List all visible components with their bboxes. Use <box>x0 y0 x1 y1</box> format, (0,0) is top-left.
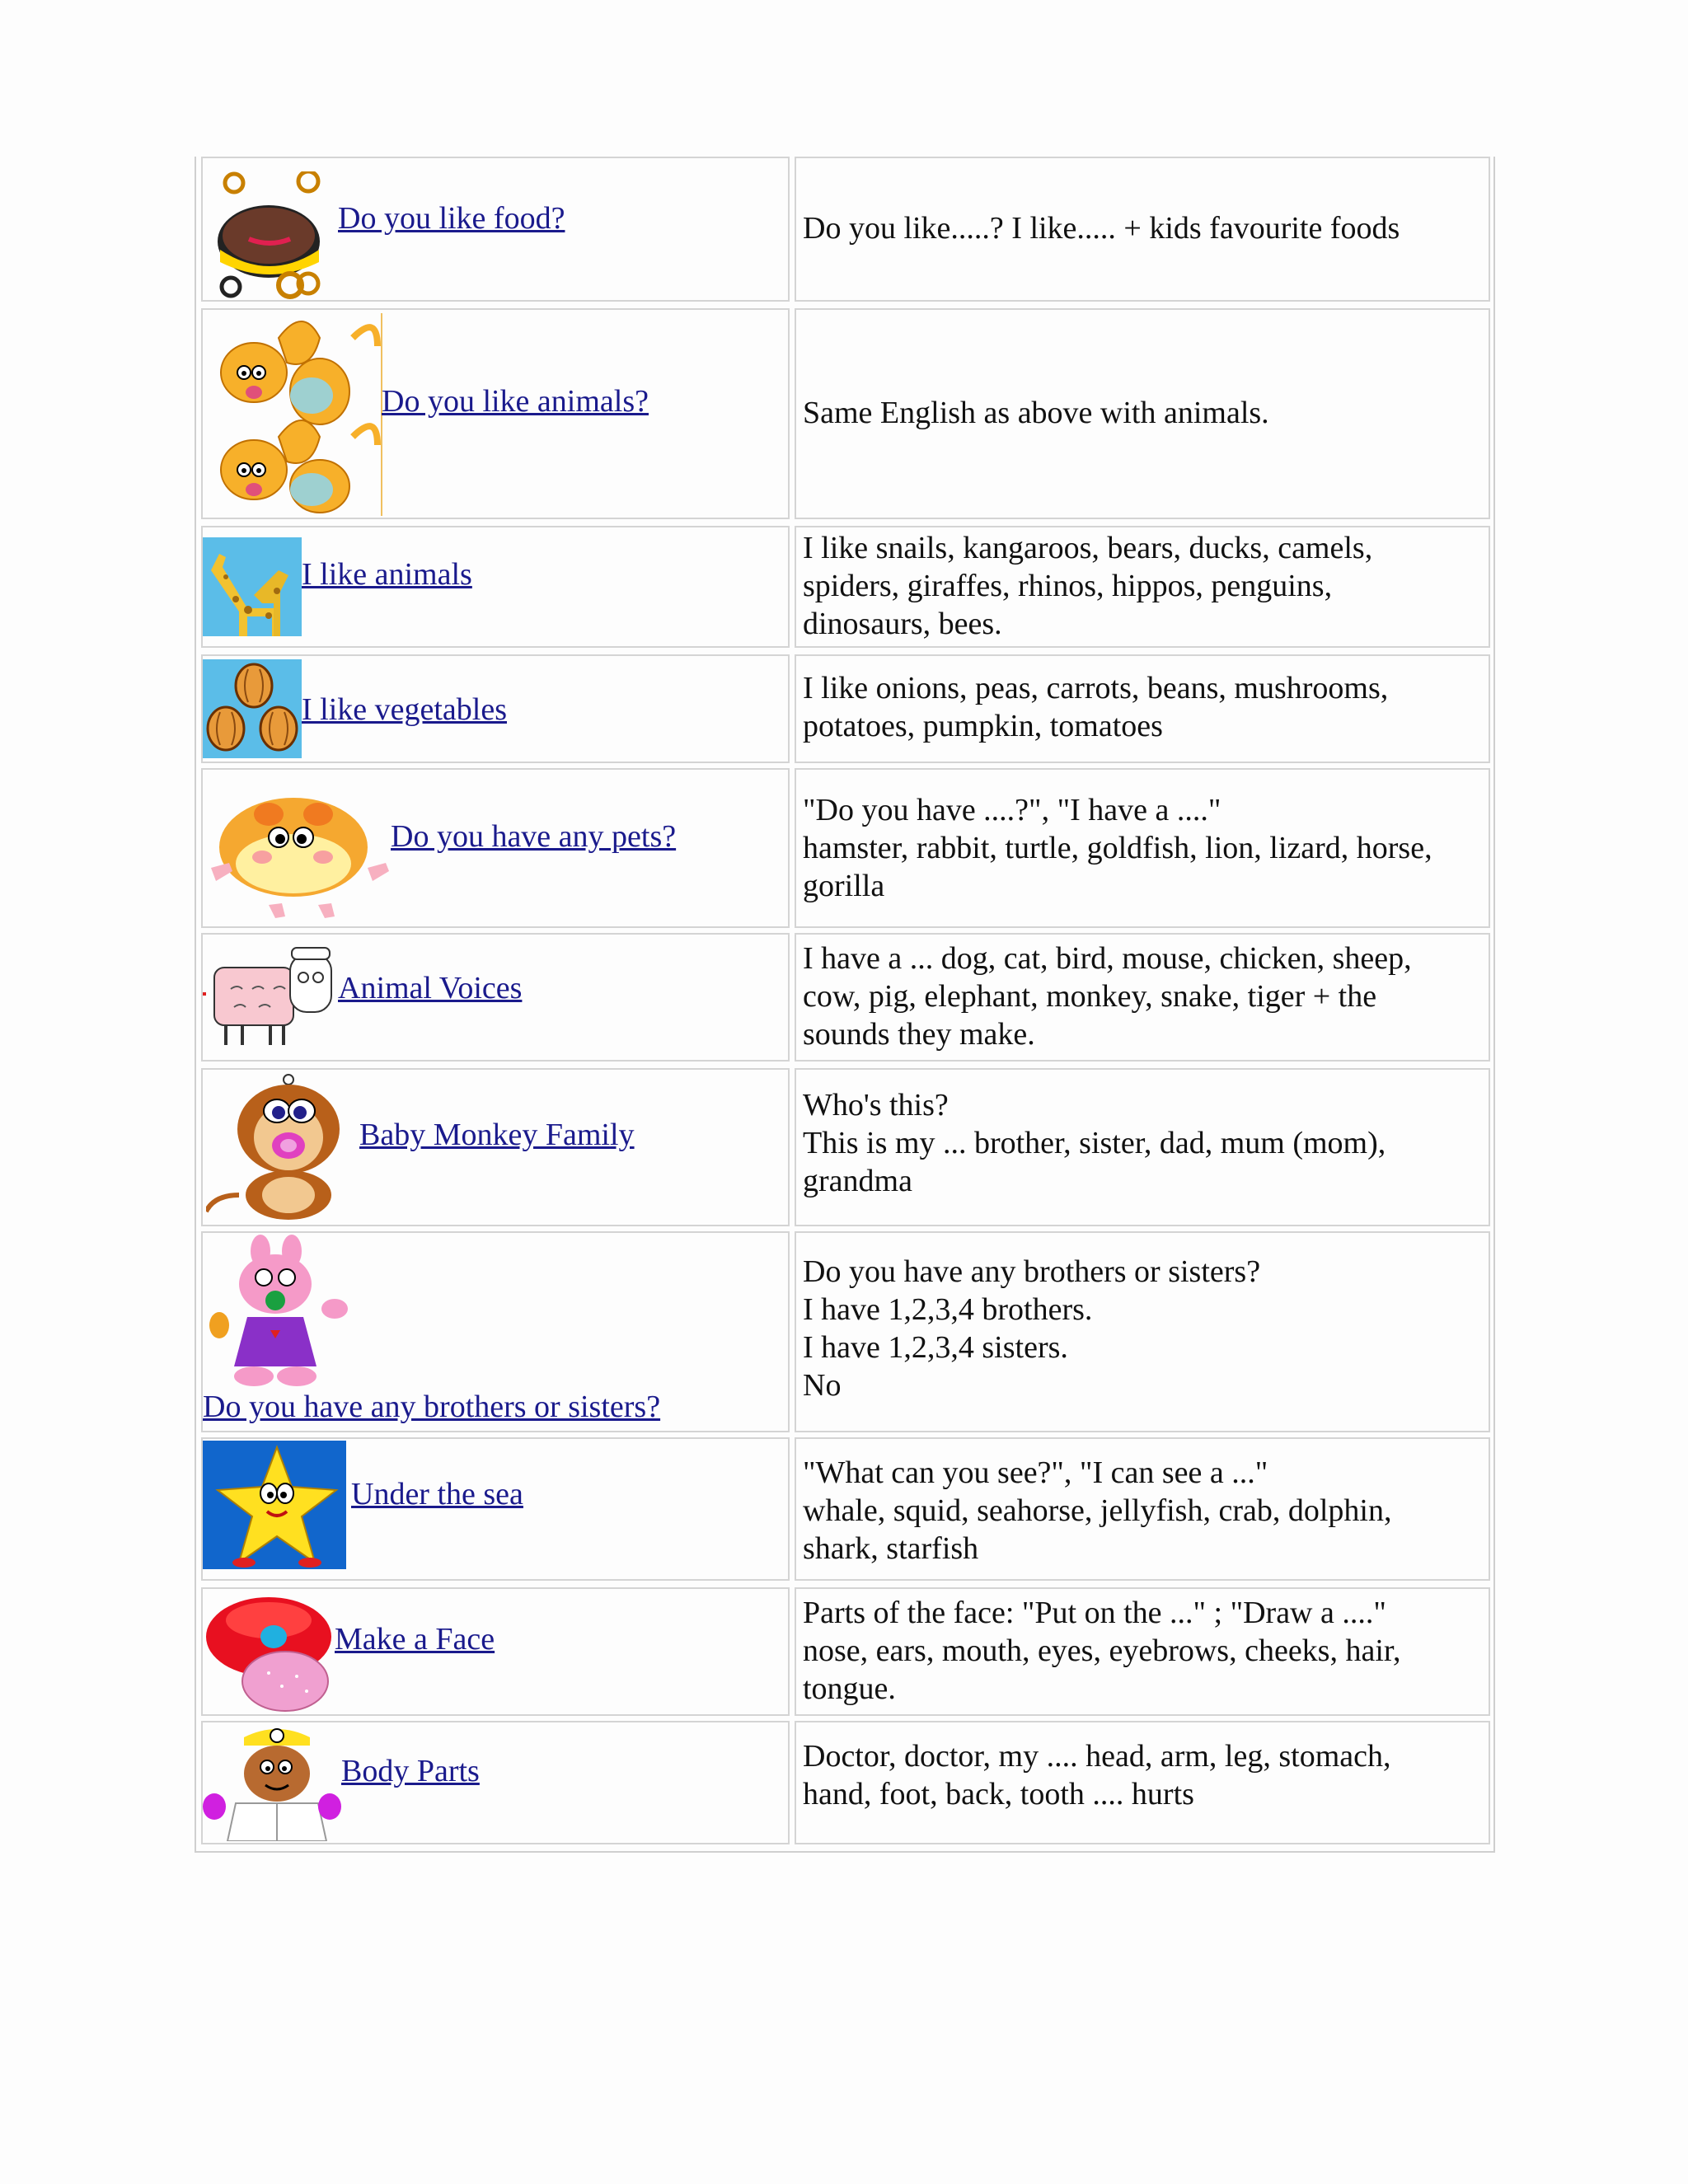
lesson-description <box>795 209 1490 247</box>
description-line: gorilla <box>803 869 885 903</box>
doctor-icon <box>203 1724 341 1841</box>
lesson-link[interactable]: Do you like animals? <box>382 384 649 419</box>
table-row <box>201 933 1490 1062</box>
description-line: sounds they make. <box>803 1017 1035 1052</box>
lesson-link[interactable]: Do you have any brothers or sisters? <box>203 1390 661 1424</box>
lesson-description <box>795 1737 1490 1813</box>
description-line: potatoes, pumpkin, tomatoes <box>803 709 1163 743</box>
starfish-icon <box>203 1441 346 1569</box>
lesson-description <box>795 669 1490 745</box>
giraffe-icon <box>203 537 302 636</box>
table-row <box>201 526 1490 648</box>
description-line: dinosaurs, bees. <box>803 607 1002 641</box>
lesson-description <box>795 791 1490 905</box>
description-line: I have a ... dog, cat, bird, mouse, chicken, sheep, <box>803 941 1412 976</box>
lesson-link[interactable]: Do you like food? <box>338 201 565 236</box>
hamster-icon <box>203 781 392 921</box>
description-line: Parts of the face: "Put on the ..." ; "Draw a ...." <box>803 1596 1386 1630</box>
description-line: I like snails, kangaroos, bears, ducks, camels, <box>803 531 1373 565</box>
lesson-link[interactable]: Under the sea <box>351 1477 523 1511</box>
description-line: hand, foot, back, tooth .... hurts <box>803 1777 1194 1811</box>
description-line: Doctor, doctor, my .... head, arm, leg, stomach, <box>803 1739 1391 1774</box>
description-line: I have 1,2,3,4 brothers. <box>803 1292 1093 1327</box>
lesson-link[interactable]: Do you have any pets? <box>391 819 677 854</box>
lesson-description <box>795 394 1490 432</box>
description-line: This is my ... brother, sister, dad, mum (mom), <box>803 1126 1386 1160</box>
onions-icon <box>203 659 302 758</box>
lesson-link[interactable]: Make a Face <box>335 1622 495 1657</box>
lesson-link[interactable]: Body Parts <box>341 1754 480 1788</box>
lesson-link[interactable]: Animal Voices <box>338 971 523 1005</box>
monkey-icon <box>206 1071 354 1225</box>
description-line: hamster, rabbit, turtle, goldfish, lion, lizard, horse, <box>803 831 1432 865</box>
description-line: shark, starfish <box>803 1531 979 1566</box>
lesson-link[interactable]: I like animals <box>302 557 472 592</box>
description-line: grandma <box>803 1164 912 1198</box>
table-row <box>201 654 1490 763</box>
description-line: Do you like.....? I like..... + kids favourite foods <box>803 211 1400 246</box>
description-line: "Do you have ....?", "I have a ...." <box>803 793 1221 827</box>
description-line: cow, pig, elephant, monkey, snake, tiger + the <box>803 979 1377 1014</box>
bunnies-icon <box>204 313 384 516</box>
table-row <box>201 1587 1490 1716</box>
table-row <box>201 1437 1490 1581</box>
lesson-description <box>795 1594 1490 1708</box>
lesson-link[interactable]: I like vegetables <box>302 692 508 727</box>
sheep-icon <box>201 946 335 1047</box>
description-line: Same English as above with animals. <box>803 396 1269 430</box>
table-row <box>201 1721 1490 1844</box>
description-line: I like onions, peas, carrots, beans, mushrooms, <box>803 671 1389 705</box>
description-line: tongue. <box>803 1671 896 1706</box>
description-line: Do you have any brothers or sisters? <box>803 1254 1261 1289</box>
lesson-link[interactable]: Baby Monkey Family <box>359 1118 635 1152</box>
pink-bunny-icon <box>203 1235 351 1388</box>
lesson-description <box>795 1086 1490 1200</box>
table-row <box>201 1231 1490 1432</box>
description-line: Who's this? <box>803 1088 949 1122</box>
description-line: spiders, giraffes, rhinos, hippos, penguins, <box>803 569 1333 603</box>
mouth-tongue-icon <box>203 1591 335 1714</box>
lesson-description <box>795 1454 1490 1568</box>
description-line: No <box>803 1368 842 1403</box>
description-line: I have 1,2,3,4 sisters. <box>803 1330 1068 1365</box>
donut-icon <box>216 171 331 299</box>
description-line: nose, ears, mouth, eyes, eyebrows, cheeks, hair, <box>803 1633 1401 1668</box>
lesson-description <box>795 940 1490 1053</box>
lesson-description <box>795 1253 1490 1404</box>
table-row <box>201 308 1490 519</box>
table-row <box>201 768 1490 928</box>
table-row <box>201 157 1490 302</box>
table-row <box>201 1068 1490 1226</box>
lesson-description <box>795 529 1490 643</box>
description-line: whale, squid, seahorse, jellyfish, crab, dolphin, <box>803 1493 1392 1528</box>
description-line: "What can you see?", "I can see a ..." <box>803 1455 1268 1490</box>
